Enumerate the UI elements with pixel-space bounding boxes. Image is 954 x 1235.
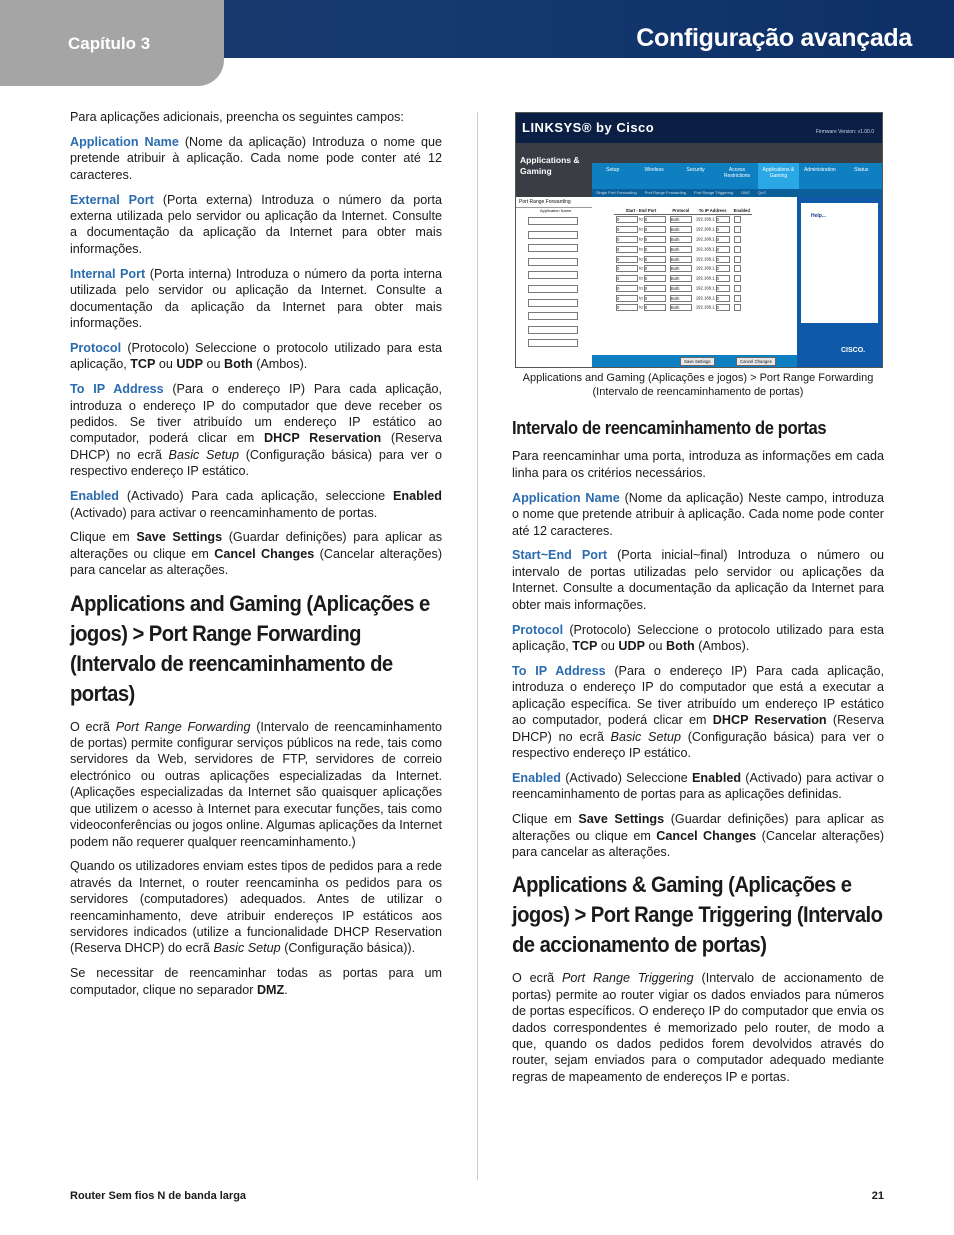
field-enabled-r (512, 770, 884, 803)
desc: (Porta externa) Introduza o número da porta externa utilizada pelo servidor ou aplicação da Internet. Consulte a documentação da aplicação da Internet para obter mais informações. (70, 192, 442, 256)
end-port-input[interactable]: 0 (644, 216, 666, 223)
protocol-select[interactable]: Both (670, 275, 692, 282)
tab-administration[interactable]: Administration (803, 167, 836, 173)
tcp: TCP (130, 357, 156, 372)
term: Internal Port (70, 266, 146, 281)
protocol-select[interactable]: Both (670, 246, 692, 253)
to-label: to (639, 226, 643, 232)
forwarding-row (614, 254, 752, 264)
panel-title: Port Range Forwarding (516, 197, 592, 208)
start-port-input[interactable]: 0 (616, 256, 638, 263)
ip-last-octet-input[interactable]: 0 (716, 216, 730, 223)
linksys-logo: LINKSYS® by Cisco (522, 120, 655, 135)
term: Protocol (70, 340, 122, 355)
desc: (Protocolo) Seleccione o protocolo utilizado para esta aplicação, (512, 622, 884, 653)
field-application-name (70, 134, 442, 183)
to-label: to (639, 285, 643, 291)
desc: (Activado) Seleccione (561, 770, 693, 785)
field-enabled (70, 488, 442, 521)
enabled-checkbox[interactable] (734, 295, 741, 302)
to-label: to (639, 265, 643, 271)
text: Clique em (512, 812, 579, 827)
desc: (Protocolo) Seleccione o protocolo utilizado para esta aplicação, (70, 340, 442, 372)
main-tabs (592, 163, 882, 189)
start-port-input[interactable]: 0 (616, 216, 638, 223)
app-name-input[interactable] (528, 312, 578, 320)
protocol-cell (668, 293, 694, 303)
basic-setup: Basic Setup (610, 729, 681, 744)
enabled-checkbox[interactable] (734, 246, 741, 253)
page-title: Configuração avançada (636, 24, 912, 52)
ip-cell (694, 274, 732, 284)
protocol-select[interactable]: Both (670, 265, 692, 272)
forwarding-row (614, 293, 752, 303)
text: O ecrã (70, 719, 116, 734)
desc: (Configuração básica) para ver o respectivo endereço IP estático. (70, 447, 442, 479)
italic: Port Range Forwarding (115, 719, 251, 734)
chapter-label: Capítulo 3 (68, 34, 151, 53)
desc: (Ambos). (694, 638, 750, 653)
enabled-checkbox[interactable] (734, 304, 741, 311)
protocol-cell (668, 274, 694, 284)
protocol-cell (668, 264, 694, 274)
ip-cell (694, 225, 732, 235)
forwarding-rows (614, 215, 752, 313)
field-protocol-r (512, 622, 884, 655)
port-range-cell (614, 215, 668, 225)
save-settings-button[interactable]: Save Settings (680, 357, 715, 366)
ip-prefix: 192.168.1. (695, 256, 716, 262)
ip-last-octet-input[interactable]: 0 (716, 295, 730, 302)
desc: (Activado) para activar o reencaminhamento de portas para as aplicações definidas. (512, 770, 884, 802)
firmware-version: Firmware Version: v1.00.0 (815, 129, 874, 135)
ip-prefix: 192.168.1. (695, 217, 716, 222)
save-settings: Save Settings (136, 530, 223, 545)
ip-prefix: 192.168.1. (695, 236, 716, 242)
italic: Port Range Triggering (562, 971, 694, 986)
ip-prefix: 192.168.1. (695, 305, 716, 311)
dmz: DMZ (256, 982, 285, 997)
protocol-cell (668, 225, 694, 235)
ip-prefix: 192.168.1. (695, 285, 716, 291)
ip-cell (694, 235, 732, 245)
cancel-changes: Cancel Changes (656, 828, 757, 843)
text: (Configuração básica)). (280, 941, 416, 956)
ip-cell (694, 244, 732, 254)
app-name-input[interactable] (528, 244, 578, 252)
app-name-input[interactable] (528, 231, 578, 239)
port-range-cell (614, 235, 668, 245)
end-port-input[interactable]: 0 (644, 295, 666, 302)
screenshot-topbar (516, 113, 882, 143)
subtab-single-port[interactable]: Single Port Forwarding (596, 190, 637, 195)
ip-last-octet-input[interactable]: 0 (716, 256, 730, 263)
enabled-checkbox[interactable] (734, 265, 741, 272)
field-external-port (70, 192, 442, 258)
help-box (801, 203, 878, 323)
enabled-checkbox[interactable] (734, 216, 741, 223)
or: ou (203, 357, 225, 372)
ip-prefix: 192.168.1. (695, 226, 716, 232)
ip-last-octet-input[interactable]: 0 (716, 285, 730, 292)
protocol-select[interactable]: Both (670, 216, 692, 223)
help-link[interactable]: Help... (811, 213, 827, 219)
enabled-cell (732, 274, 752, 284)
ip-prefix: 192.168.1. (695, 246, 716, 252)
enabled-cell (732, 235, 752, 245)
ip-last-octet-input[interactable]: 0 (716, 226, 730, 233)
to-label: to (639, 275, 643, 281)
router-screenshot (515, 112, 883, 368)
end-port-input[interactable]: 0 (644, 304, 666, 311)
forwarding-row (614, 274, 752, 284)
subsection-heading: Intervalo de reencaminhamento de portas (512, 418, 827, 438)
desc: (Para o endereço IP) Para cada aplicação, introduza o endereço IP do computador que deve receber os pedidos. Se tiver atribuído um endereço IP estático ao computador, poderá clicar em (70, 382, 442, 446)
enabled-cell (732, 264, 752, 274)
protocol-select[interactable]: Both (670, 256, 692, 263)
protocol-select[interactable]: Both (670, 285, 692, 292)
desc: (Porta interna) Introduza o número da porta interna utilizada pelo servidor ou aplicação da Internet. Consulte a documentação da aplicação da Internet para obter mais informações. (70, 266, 442, 330)
screenshot-left-panel (516, 197, 592, 367)
end-port-input[interactable]: 0 (644, 275, 666, 282)
subtab-port-range-forwarding[interactable]: Port Range Forwarding (644, 190, 687, 195)
field-to-ip (70, 381, 442, 479)
text: O ecrã (512, 971, 562, 986)
col-to-ip: To IP Address (694, 207, 732, 215)
enabled-checkbox[interactable] (734, 285, 741, 292)
udp: UDP (176, 357, 204, 372)
cisco-logo: CISCO. (841, 347, 866, 354)
screenshot-help-panel (797, 197, 882, 367)
field-internal-port (70, 266, 442, 332)
basic-setup: Basic Setup (168, 447, 239, 462)
ip-cell (694, 283, 732, 293)
end-port-input[interactable]: 0 (644, 285, 666, 292)
end-port-input[interactable]: 0 (644, 246, 666, 253)
port-range-cell (614, 254, 668, 264)
to-label: to (639, 256, 643, 262)
desc: (Nome da aplicação) Introduza o nome que pretende atribuir à aplicação. Cada nome pode conter até 12 caracteres. (70, 134, 442, 182)
ip-last-octet-input[interactable]: 0 (716, 275, 730, 282)
italic: Basic Setup (213, 941, 281, 956)
enabled-cell (732, 254, 752, 264)
to-label: to (639, 305, 643, 311)
tab-setup[interactable]: Setup (606, 167, 620, 173)
desc: (Nome da aplicação) Neste campo, introduza o nome que pretende atribuir à aplicação. Cada nome pode conter até 12 caracteres. (512, 490, 884, 538)
to-label: to (639, 217, 643, 222)
protocol-cell (668, 235, 694, 245)
term: External Port (70, 192, 154, 207)
term: Application Name (512, 490, 620, 505)
cancel-changes-button[interactable]: Cancel Changes (736, 357, 776, 366)
desc: (Porta inicial~final) Introduza o número ou intervalo de portas utilizadas pelo servidor ou aplicações da Internet. Consulte a documentação da aplicação da Internet para obter mais informações. (512, 548, 884, 612)
start-port-input[interactable]: 0 (616, 265, 638, 272)
desc: (Ambos). (252, 357, 308, 372)
ip-prefix: 192.168.1. (695, 265, 716, 271)
forwarding-row (614, 225, 752, 235)
term: Protocol (512, 622, 564, 637)
app-name-input[interactable] (528, 285, 578, 293)
dhcp-reservation: DHCP Reservation (712, 713, 827, 728)
section-name: Applications & Gaming (520, 155, 580, 176)
forwarding-table (614, 207, 752, 313)
footer-product: Router Sem fios N de banda larga (70, 1190, 247, 1202)
subtab-dmz[interactable]: DMZ (741, 190, 750, 195)
section-heading-triggering: Applications & Gaming (Aplicações e jogos) > Port Range Triggering (Intervalo de accionamento de portas) (512, 872, 883, 958)
port-range-cell (614, 283, 668, 293)
ip-cell (694, 264, 732, 274)
text: (Guardar definições) para aplicar as alterações ou clique em (70, 530, 443, 561)
forwarding-paragraph-3 (70, 965, 442, 998)
protocol-cell (668, 254, 694, 264)
subtab-qos[interactable]: QoS (757, 190, 766, 195)
end-port-input[interactable]: 0 (644, 265, 666, 272)
left-column (70, 109, 442, 1007)
protocol-select[interactable]: Both (670, 295, 692, 302)
protocol-select[interactable]: Both (670, 304, 692, 311)
forwarding-row (614, 264, 752, 274)
enabled: Enabled (393, 489, 442, 504)
text: (Intervalo de accionamento de portas) permite ao router vigiar os dados enviados para números de portas específicos. O endereço IP do computador que envia os dados correspondentes é memorizado pelo router, de modo a que, quando os dados pedidos forem devolvidos através do router, sejam enviados para o computador adequado mediante regras de mapeamento de endereços IP e portas. (512, 971, 884, 1084)
app-name-input[interactable] (528, 299, 578, 307)
port-range-cell (614, 244, 668, 254)
enabled: Enabled (692, 770, 742, 785)
ip-cell (694, 293, 732, 303)
enabled-cell (732, 225, 752, 235)
forwarding-row (614, 283, 752, 293)
ip-prefix: 192.168.1. (695, 295, 716, 301)
app-name-input[interactable] (528, 217, 578, 225)
tab-wireless[interactable]: Wireless (644, 167, 664, 173)
ip-prefix: 192.168.1. (695, 275, 716, 281)
end-port-input[interactable]: 0 (644, 236, 666, 243)
app-name-inputs (528, 217, 578, 353)
end-port-input[interactable]: 0 (644, 256, 666, 263)
protocol-select[interactable]: Both (670, 226, 692, 233)
term: To IP Address (512, 663, 606, 678)
text: . (284, 982, 288, 997)
enabled-cell (732, 283, 752, 293)
forwarding-paragraph-1 (70, 719, 442, 850)
desc: (Reserva DHCP) no ecrã (70, 431, 442, 462)
forwarding-row (614, 244, 752, 254)
dhcp-reservation: DHCP Reservation (264, 431, 382, 446)
protocol-cell (668, 215, 694, 225)
desc: (Activado) para activar o reencaminhamento de portas. (70, 505, 378, 520)
column-divider (477, 112, 478, 1180)
start-port-input[interactable]: 0 (616, 295, 638, 302)
field-protocol (70, 340, 442, 373)
right-column (512, 420, 884, 1094)
forwarding-paragraph-2 (70, 858, 442, 956)
port-range-cell (614, 293, 668, 303)
protocol-cell (668, 283, 694, 293)
tab-security[interactable]: Security (686, 167, 705, 173)
desc: (Para o endereço IP) Para cada aplicação, introduza o endereço IP do computador que está a executar a aplicação específica. Se tiver atribuído um endereço IP estático ao computador, poderá clicar em (512, 663, 884, 728)
tcp: TCP (572, 638, 598, 653)
end-port-input[interactable]: 0 (644, 226, 666, 233)
tab-applications-gaming[interactable]: Applications & Gaming (758, 163, 799, 189)
text: (Guardar definições) para aplicar as alterações ou clique em (512, 812, 885, 843)
save-settings: Save Settings (578, 812, 665, 827)
protocol-cell (668, 303, 694, 313)
term: Application Name (70, 134, 179, 149)
sub-tabs (592, 189, 882, 197)
app-name-label: Application Name (540, 208, 572, 213)
enabled-checkbox[interactable] (734, 226, 741, 233)
term: To IP Address (70, 382, 164, 397)
both: Both (666, 638, 695, 653)
app-name-input[interactable] (528, 339, 578, 347)
both: Both (224, 357, 253, 372)
start-port-input[interactable]: 0 (616, 246, 638, 253)
term: Enabled (70, 489, 119, 504)
text: Clique em (70, 530, 137, 545)
start-port-input[interactable]: 0 (616, 275, 638, 282)
or: ou (597, 638, 619, 653)
desc: (Activado) Para cada aplicação, seleccione (119, 489, 393, 504)
or: ou (155, 357, 177, 372)
start-port-input[interactable]: 0 (616, 226, 638, 233)
ip-cell (694, 254, 732, 264)
or: ou (645, 638, 667, 653)
enabled-checkbox[interactable] (734, 236, 741, 243)
to-label: to (639, 295, 643, 301)
start-port-input[interactable]: 0 (616, 304, 638, 311)
enabled-cell (732, 303, 752, 313)
protocol-cell (668, 244, 694, 254)
field-to-ip-r (512, 663, 884, 761)
ip-last-octet-input[interactable]: 0 (716, 304, 730, 311)
triggering-paragraph (512, 970, 884, 1085)
term: Start~End Port (512, 548, 608, 563)
tab-status[interactable]: Status (854, 167, 869, 173)
text: (Cancelar alterações) para cancelar as alterações. (70, 546, 443, 578)
enabled-checkbox[interactable] (734, 275, 741, 282)
port-range-cell (614, 303, 668, 313)
screenshot-navbar (516, 143, 882, 197)
text: (Intervalo de reencaminhamento de portas) permite configurar serviços públicos na rede, tais como servidores da Web, servidores de FTP, servidores de correio electrónico ou outras aplicações especializadas da Internet. (Aplicações especializadas da Internet são quaisquer aplicações que utilizem o acesso à Internet para executar funções, tais como videoconferências ou jogos online. Algumas aplicações da Internet podem não requerer qualquer reencaminhamento.) (70, 719, 443, 849)
col-enabled: Enabled (733, 208, 750, 213)
app-name-input[interactable] (528, 258, 578, 266)
enabled-checkbox[interactable] (734, 256, 741, 263)
screenshot-buttons-bar (592, 355, 797, 367)
figure-caption: Applications and Gaming (Aplicações e jogos) > Port Range Forwarding (Intervalo de reencaminhamento de portas) (522, 372, 874, 398)
forwarding-row (614, 215, 752, 225)
tab-access-restrictions[interactable]: Access Restrictions (723, 167, 751, 179)
enabled-cell (732, 293, 752, 303)
start-port-input[interactable]: 0 (616, 236, 638, 243)
col-protocol: Protocol (668, 207, 694, 215)
screenshot-main-panel (592, 197, 797, 367)
section-heading-forwarding: Applications and Gaming (Aplicações e jogos) > Port Range Forwarding (Intervalo de reencaminhamento de portas) (70, 590, 430, 706)
field-start-end-port (512, 547, 884, 613)
forwarding-row (614, 303, 752, 313)
udp: UDP (618, 638, 646, 653)
port-range-cell (614, 264, 668, 274)
subtab-port-range-triggering[interactable]: Port Range Triggering (694, 190, 734, 195)
app-name-input[interactable] (528, 326, 578, 334)
text: Quando os utilizadores enviam estes tipos de pedidos para a rede através da Internet, o router reencaminha os pedidos para os servidores (computadores) adequados. Antes de utilizar o reencaminhamento, deve atribuir endereços IP estáticos aos servidores indicados (utilize a funcionalidade DHCP Reservation (Reserva DHCP) do ecrã (70, 859, 442, 956)
text: (Cancelar alterações) para cancelar as alterações. (512, 828, 885, 859)
page-number: 21 (871, 1190, 884, 1202)
ip-last-octet-input[interactable]: 0 (716, 246, 730, 253)
right-intro: Para reencaminhar uma porta, introduza as informações em cada linha para os critérios necessários. (512, 449, 884, 480)
enabled-cell (732, 215, 752, 225)
enabled-cell (732, 244, 752, 254)
text: Se necessitar de reencaminhar todas as portas para um computador, clique no separador (70, 966, 442, 997)
forwarding-row (614, 235, 752, 245)
ip-cell (694, 303, 732, 313)
desc: (Reserva DHCP) no ecrã (512, 713, 884, 744)
field-application-name-r (512, 490, 884, 539)
cancel-changes: Cancel Changes (214, 546, 315, 561)
to-label: to (639, 236, 643, 242)
port-range-cell (614, 225, 668, 235)
intro-paragraph: Para aplicações adicionais, preencha os seguintes campos: (70, 110, 404, 124)
ip-last-octet-input[interactable]: 0 (716, 236, 730, 243)
ip-cell (694, 215, 732, 225)
save-paragraph-r (512, 811, 884, 860)
desc: (Configuração básica) para ver o respectivo endereço IP estático. (512, 729, 884, 760)
term: Enabled (512, 770, 561, 785)
start-port-input[interactable]: 0 (616, 285, 638, 292)
save-paragraph (70, 529, 442, 578)
app-name-input[interactable] (528, 271, 578, 279)
protocol-select[interactable]: Both (670, 236, 692, 243)
port-range-cell (614, 274, 668, 284)
to-label: to (639, 246, 643, 252)
col-start-end: Start - End Port (614, 207, 668, 215)
ip-last-octet-input[interactable]: 0 (716, 265, 730, 272)
